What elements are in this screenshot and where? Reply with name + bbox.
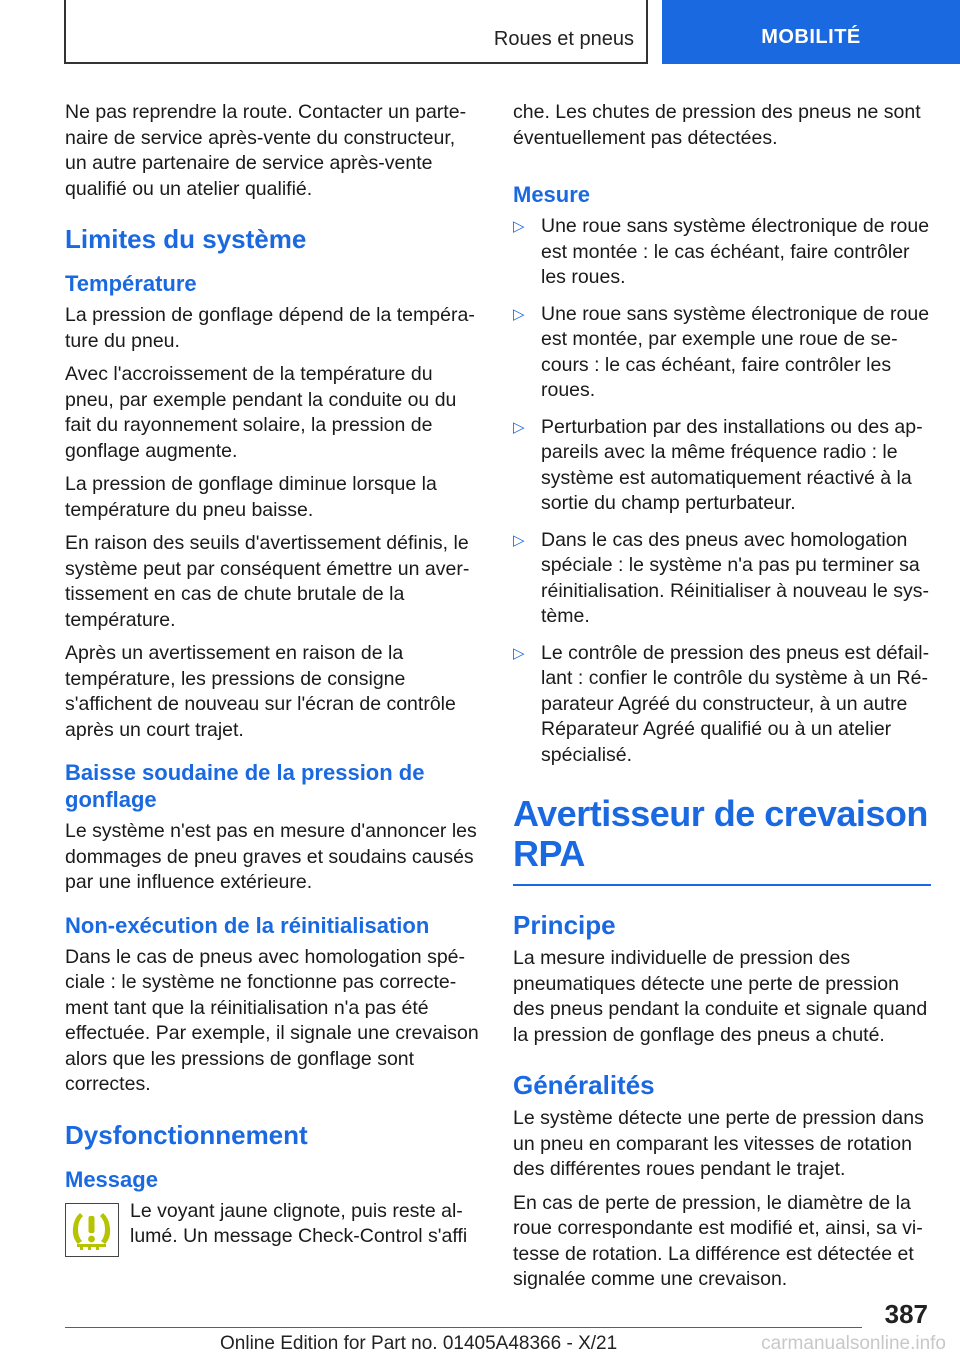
- section-title: Roues et pneus: [493, 28, 634, 50]
- intro-paragraph: Ne pas reprendre la route. Contacter un partenaire de service après-vente du constructeur, un autre partenaire de service après-vente qualifié ou un atelier qualifié.: [65, 101, 467, 200]
- triangle-bullet-icon: ▷: [513, 418, 525, 436]
- heading-limites: Limites du système: [65, 224, 307, 254]
- paragraph: Le système n'est pas en mesure d'annoncer les dommages de pneu graves et soudains causés par une influence extérieure.: [65, 820, 477, 893]
- list-item-text: Le contrôle de pression des pneus est défaillant : confier le contrôle du système à un Réparateur Agréé du constructeur, à un autre Réparateur Agréé qualifié ou à un atelier spécialisé.: [541, 641, 930, 766]
- paragraph: La mesure individuelle de pression des pneumatiques détecte une perte de pression des pneus pendant la conduite et signale quand la pression de gonflage des pneus a chuté.: [513, 947, 928, 1046]
- edition-note: Online Edition for Part no. 01405A48366 - X/21: [220, 1333, 618, 1354]
- list-item: [513, 528, 931, 630]
- heading-dysfonctionnement: Dysfonctionnement: [65, 1119, 308, 1150]
- heading-rule: [513, 884, 931, 886]
- list-item-text: Dans le cas des pneus avec homologation spéciale : le système n'a pas pu terminer sa réinitialisation. Réinitialiser à nouveau le système.: [541, 528, 930, 627]
- page-header: [0, 0, 960, 66]
- paragraph: En raison des seuils d'avertissement définis, le système peut par conséquent émettre un avertissement en cas de chute brutale de la température.: [65, 532, 470, 631]
- measures-list: [513, 214, 931, 768]
- triangle-bullet-icon: ▷: [513, 644, 525, 662]
- heading-generalites: Généralités: [513, 1070, 655, 1100]
- paragraph: Avec l'accroissement de la température du pneu, par exemple pendant la conduite ou du fait du rayonnement solaire, la pression de gonflage augmente.: [65, 363, 457, 462]
- paragraph: Le voyant jaune clignote, puis reste allumé. Un message Check-Control s'affi: [130, 1199, 468, 1247]
- paragraph: Dans le cas de pneus avec homologation spéciale : le système ne fonctionne pas correctement tant que la réinitialisation n'a pas été effectuée. Par exemple, il signale une crevaison alors que les pressions de gonflage sont correctes.: [65, 945, 479, 1095]
- triangle-bullet-icon: ▷: [513, 531, 525, 549]
- heading-principe: Principe: [513, 910, 616, 940]
- heading-message: Message: [65, 1166, 158, 1192]
- heading-avertisseur-rpa: Avertisseur de crevaison RPA: [513, 793, 928, 874]
- list-item: [513, 415, 931, 517]
- triangle-bullet-icon: ▷: [513, 305, 525, 323]
- list-item-text: Perturbation par des installations ou des appareils avec la même fréquence radio : le système est automatiquement réactivé à la sortie du champ perturbateur.: [541, 415, 923, 514]
- list-item-text: Une roue sans système électronique de roue est montée, par exemple une roue de secours : le cas échéant, faire contrôler les roues.: [541, 302, 930, 401]
- paragraph: La pression de gonflage diminue lorsque la température du pneu baisse.: [65, 473, 437, 521]
- paragraph: La pression de gonflage dépend de la température du pneu.: [65, 304, 475, 352]
- page-number: 387: [884, 1299, 928, 1329]
- list-item-text: Une roue sans système électronique de roue est montée : le cas échéant, faire contrôler les roues.: [541, 215, 930, 288]
- heading-non-execution: Non-exécution de la réinitialisation: [65, 912, 430, 938]
- paragraph: Le système détecte une perte de pression dans un pneu en comparant les vitesses de rotation des différentes roues pendant le trajet.: [513, 1107, 924, 1180]
- left-column: [65, 100, 480, 1258]
- list-item: [513, 302, 931, 404]
- paragraph: che. Les chutes de pression des pneus ne sont éventuellement pas détectées.: [513, 101, 921, 149]
- footer-rule: [65, 1327, 862, 1328]
- paragraph: Après un avertissement en raison de la température, les pressions de consigne s'affichent de nouveau sur l'écran de contrôle après un court trajet.: [65, 642, 456, 741]
- right-column: [513, 100, 931, 1301]
- chapter-tab[interactable]: MOBILITÉ: [662, 0, 960, 64]
- message-block: [65, 1199, 480, 1250]
- heading-temperature: Température: [65, 271, 197, 296]
- list-item: [513, 214, 931, 291]
- list-item: [513, 641, 931, 769]
- heading-baisse: Baisse soudaine de la pression de gonflage: [65, 760, 425, 812]
- heading-mesure: Mesure: [513, 182, 591, 207]
- tire-pressure-warning-icon: [65, 1203, 119, 1257]
- watermark: carmanualsonline.info: [761, 1333, 946, 1354]
- triangle-bullet-icon: ▷: [513, 218, 525, 235]
- paragraph: En cas de perte de pression, le diamètre de la roue correspondante est modifié et, ainsi, sa vitesse de rotation. La différence est détectée et signalée comme une crevaison.: [513, 1191, 923, 1290]
